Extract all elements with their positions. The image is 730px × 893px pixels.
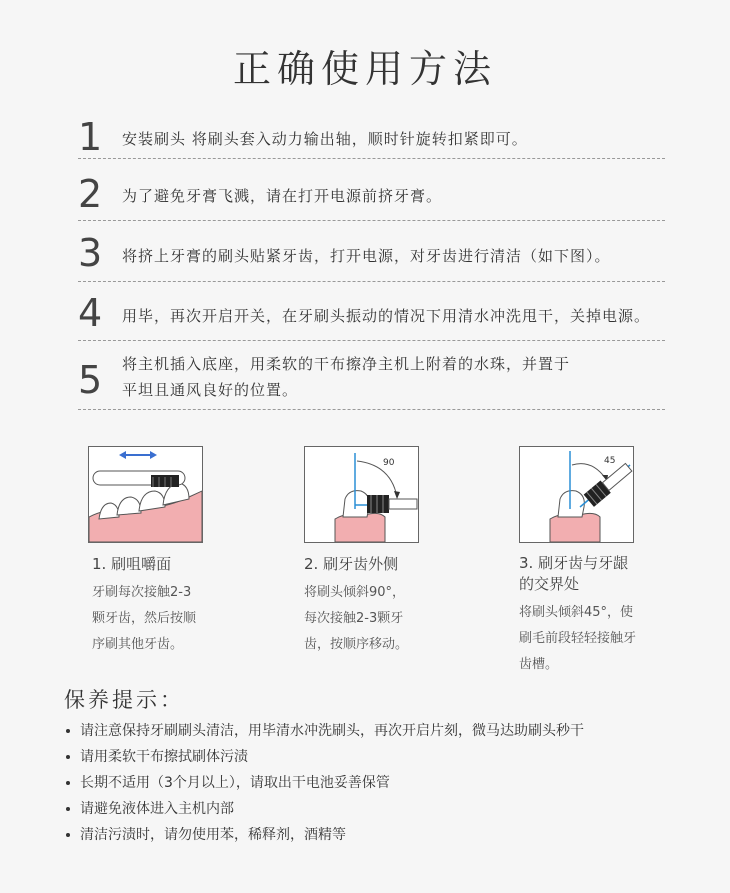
step-number: 1 [78, 115, 103, 159]
method-line: 将刷头倾斜90°， [304, 585, 406, 600]
step-number: 4 [78, 291, 103, 335]
method-2-caption [304, 553, 434, 658]
method-heading-line: 3. 刷牙齿与牙龈 [519, 554, 629, 572]
list-item: 请避免液体进入主机内部 [64, 796, 584, 822]
outer-side-illustration [304, 446, 419, 543]
step-1 [78, 104, 665, 159]
step-number: 2 [78, 172, 103, 216]
step-3 [78, 221, 665, 282]
list-item: 清洁污渍时，请勿使用苯，稀释剂，酒精等 [64, 822, 584, 848]
gumline-illustration [519, 446, 634, 543]
step-text-line: 平坦且通风良好的位置。 [122, 381, 299, 399]
steps-list [78, 104, 665, 410]
method-heading: 1. 刷咀嚼面 [92, 555, 172, 573]
method-line: 将刷头倾斜45°，使 [519, 605, 634, 620]
method-line: 颗牙齿，然后按顺 [92, 611, 197, 626]
step-text: 安装刷头 将刷头套入动力输出轴，顺时针旋转扣紧即可。 [122, 130, 528, 148]
method-line: 序刷其他牙齿。 [92, 637, 184, 652]
method-heading: 2. 刷牙齿外侧 [304, 555, 399, 573]
care-list [64, 718, 584, 848]
method-line: 齿，按顺序移动。 [304, 637, 409, 652]
brushing-chewing-icon [89, 447, 202, 542]
method-1-caption [92, 553, 212, 658]
step-text: 用毕，再次开启开关，在牙刷头振动的情况下用清水冲洗甩干，关掉电源。 [122, 307, 651, 325]
list-item: 长期不适用（3个月以上），请取出干电池妥善保管 [64, 770, 584, 796]
step-4 [78, 282, 665, 341]
angle-label: 45 [604, 456, 616, 466]
list-item: 请用柔软干布擦拭刷体污渍 [64, 744, 584, 770]
method-heading-line: 的交界处 [519, 575, 580, 593]
step-number: 5 [78, 358, 103, 402]
brushing-45-icon [520, 447, 633, 542]
step-2 [78, 159, 665, 221]
brushing-90-icon [305, 447, 418, 542]
step-5 [78, 341, 665, 410]
care-title: 保养提示： [64, 688, 184, 712]
angle-label: 90 [383, 458, 395, 468]
method-line: 每次接触2-3颗牙 [304, 611, 404, 626]
step-text [122, 351, 570, 403]
method-heading [519, 553, 659, 595]
method-line: 齿槽。 [519, 657, 559, 672]
method-3-caption [519, 553, 659, 678]
list-item: 请注意保持牙刷刷头清洁，用毕清水冲洗刷头，再次开启片刻，微马达助刷头秒干 [64, 718, 584, 744]
step-text: 将挤上牙膏的刷头贴紧牙齿，打开电源，对牙齿进行清洁（如下图）。 [122, 247, 611, 265]
page-title: 正确使用方法 [232, 47, 497, 91]
step-number: 3 [78, 231, 103, 275]
method-line: 刷毛前段轻轻接触牙 [519, 631, 637, 646]
method-line: 牙刷每次接触2-3 [92, 585, 192, 600]
step-text-line: 将主机插入底座，用柔软的干布擦净主机上附着的水珠，并置于 [122, 355, 571, 373]
step-text: 为了避免牙膏飞溅，请在打开电源前挤牙膏。 [122, 187, 443, 205]
chewing-surface-illustration [88, 446, 203, 543]
